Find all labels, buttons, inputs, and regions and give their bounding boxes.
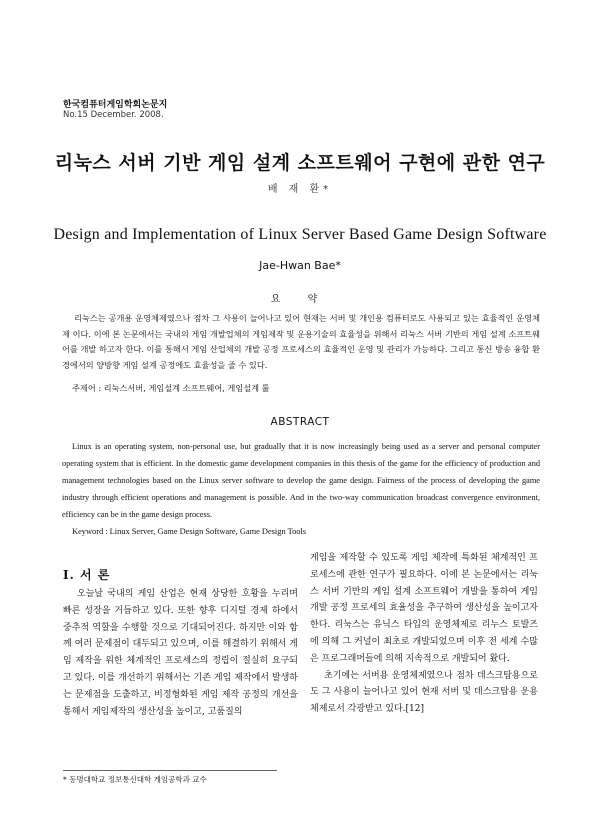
author-affiliation-footnote: * 동명대학교 정보통신대학 게임공학과 교수 (63, 775, 207, 784)
body-column-left (63, 586, 298, 720)
body-paragraph: 게임을 제작할 수 있도록 게임 제작에 특화된 체계적인 프로세스에 관한 연구가 필요하다. 이에 본 논문에서는 리눅스 서버 기반의 게임 설계 소프트웨어 개발을 통하여 게임 개발 공정 프로세의 효율성을 추구하여 생산성을 높이고자 한다. 리눅스는 유닉스 타입의 운영체제로 리누스 토발즈에 의해 그 커널이 최초로 개발되었으며 이후 전 세계 수많은 프로그래머들에 의해 지속적으로 개발되어 왔다. (310, 553, 538, 664)
abstract-english-heading: ABSTRACT (270, 416, 330, 428)
body-paragraph: 오늘날 국내의 게임 산업은 현재 상당한 호황을 누리며 빠른 성장을 거듭하고 있다. 또한 향후 디지털 경제 하에서 중추적 역할을 수행할 것으로 기대되어진다. 하지만 이와 함께 여러 문제점이 대두되고 있으며, 이를 해결하기 위해서 게임 제작을 위한 체계적인 프로세스의 정립이 절실히 요구되고 있다. 이를 개선하기 위해서는 기존 게임 제작에서 발생하는 문제점을 도출하고, 비정형화된 게임 제작 공정의 개선을 통해서 게임제작의 생산성을 높이고, 고품질의 (63, 589, 298, 717)
abstract-korean-text: 리눅스는 공개용 운영체제였으나 점차 그 사용이 늘어나고 있어 현재는 서버 및 개인용 컴퓨터로도 사용되고 있는 효율적인 운영체제 이다. 이에 본 논문에서는 국내의 게임 개발업체의 게임제작 및 운용기술의 효율성을 위해서 리눅스 서버 기반의 게임 설계 소프트웨어를 개발 하고자 한다. 이를 통해서 게임 산업체의 개발 공정 프로세스의 효율적인 운영 및 관리가 가능하다. 그리고 통신 방송 융합 환경에서의 양방향 게임 설계 공정에도 효율성을 줄 수 있다. (62, 313, 540, 370)
footnote-divider (63, 770, 277, 771)
body-paragraph: 초기에는 서버용 운영체제였으나 점차 데스크탑용으로도 그 사용이 늘어나고 있어 현재 서버 및 데스크탑용 운용체제로서 각광받고 있다.[12] (310, 670, 538, 715)
abstract-english-text: Linux is an operating system, non-personal use, but gradually that it is now increasingly being used as a server and personal computer operating system that is efficient. In the domestic game development companies in this thesis of the game for the efficiency of production and management technologies based on the Linux server software to develop the game design. Fairness of the process of developing the game industry through efficient operations and management is possible. And in the two-way communication broadcast convergence environment, efficiency can be in the game design process. (62, 442, 540, 519)
abstract-korean-heading: 요 약 (270, 294, 330, 305)
body-column-right (310, 550, 538, 718)
paper-title-english: Design and Implementation of Linux Server Based Game Design Software (53, 226, 547, 243)
paper-title-korean: 리눅스 서버 기반 게임 설계 소프트웨어 구현에 관한 연구 (54, 152, 546, 174)
section-heading-introduction: Ⅰ. 서 론 (63, 568, 111, 582)
author-english: Jae-Hwan Bae* (259, 259, 341, 272)
keywords-korean: 주제어 : 리눅스서버, 게임설계 소프트웨어, 게임설계 툴 (72, 383, 270, 393)
journal-name: 한국컴퓨터게임학회논문지 (63, 100, 168, 110)
journal-issue: No.15 December. 2008. (63, 110, 164, 120)
keywords-english: Keyword : Linux Server, Game Design Software, Game Design Tools (72, 527, 307, 536)
author-korean: 배 재 환* (267, 184, 333, 195)
